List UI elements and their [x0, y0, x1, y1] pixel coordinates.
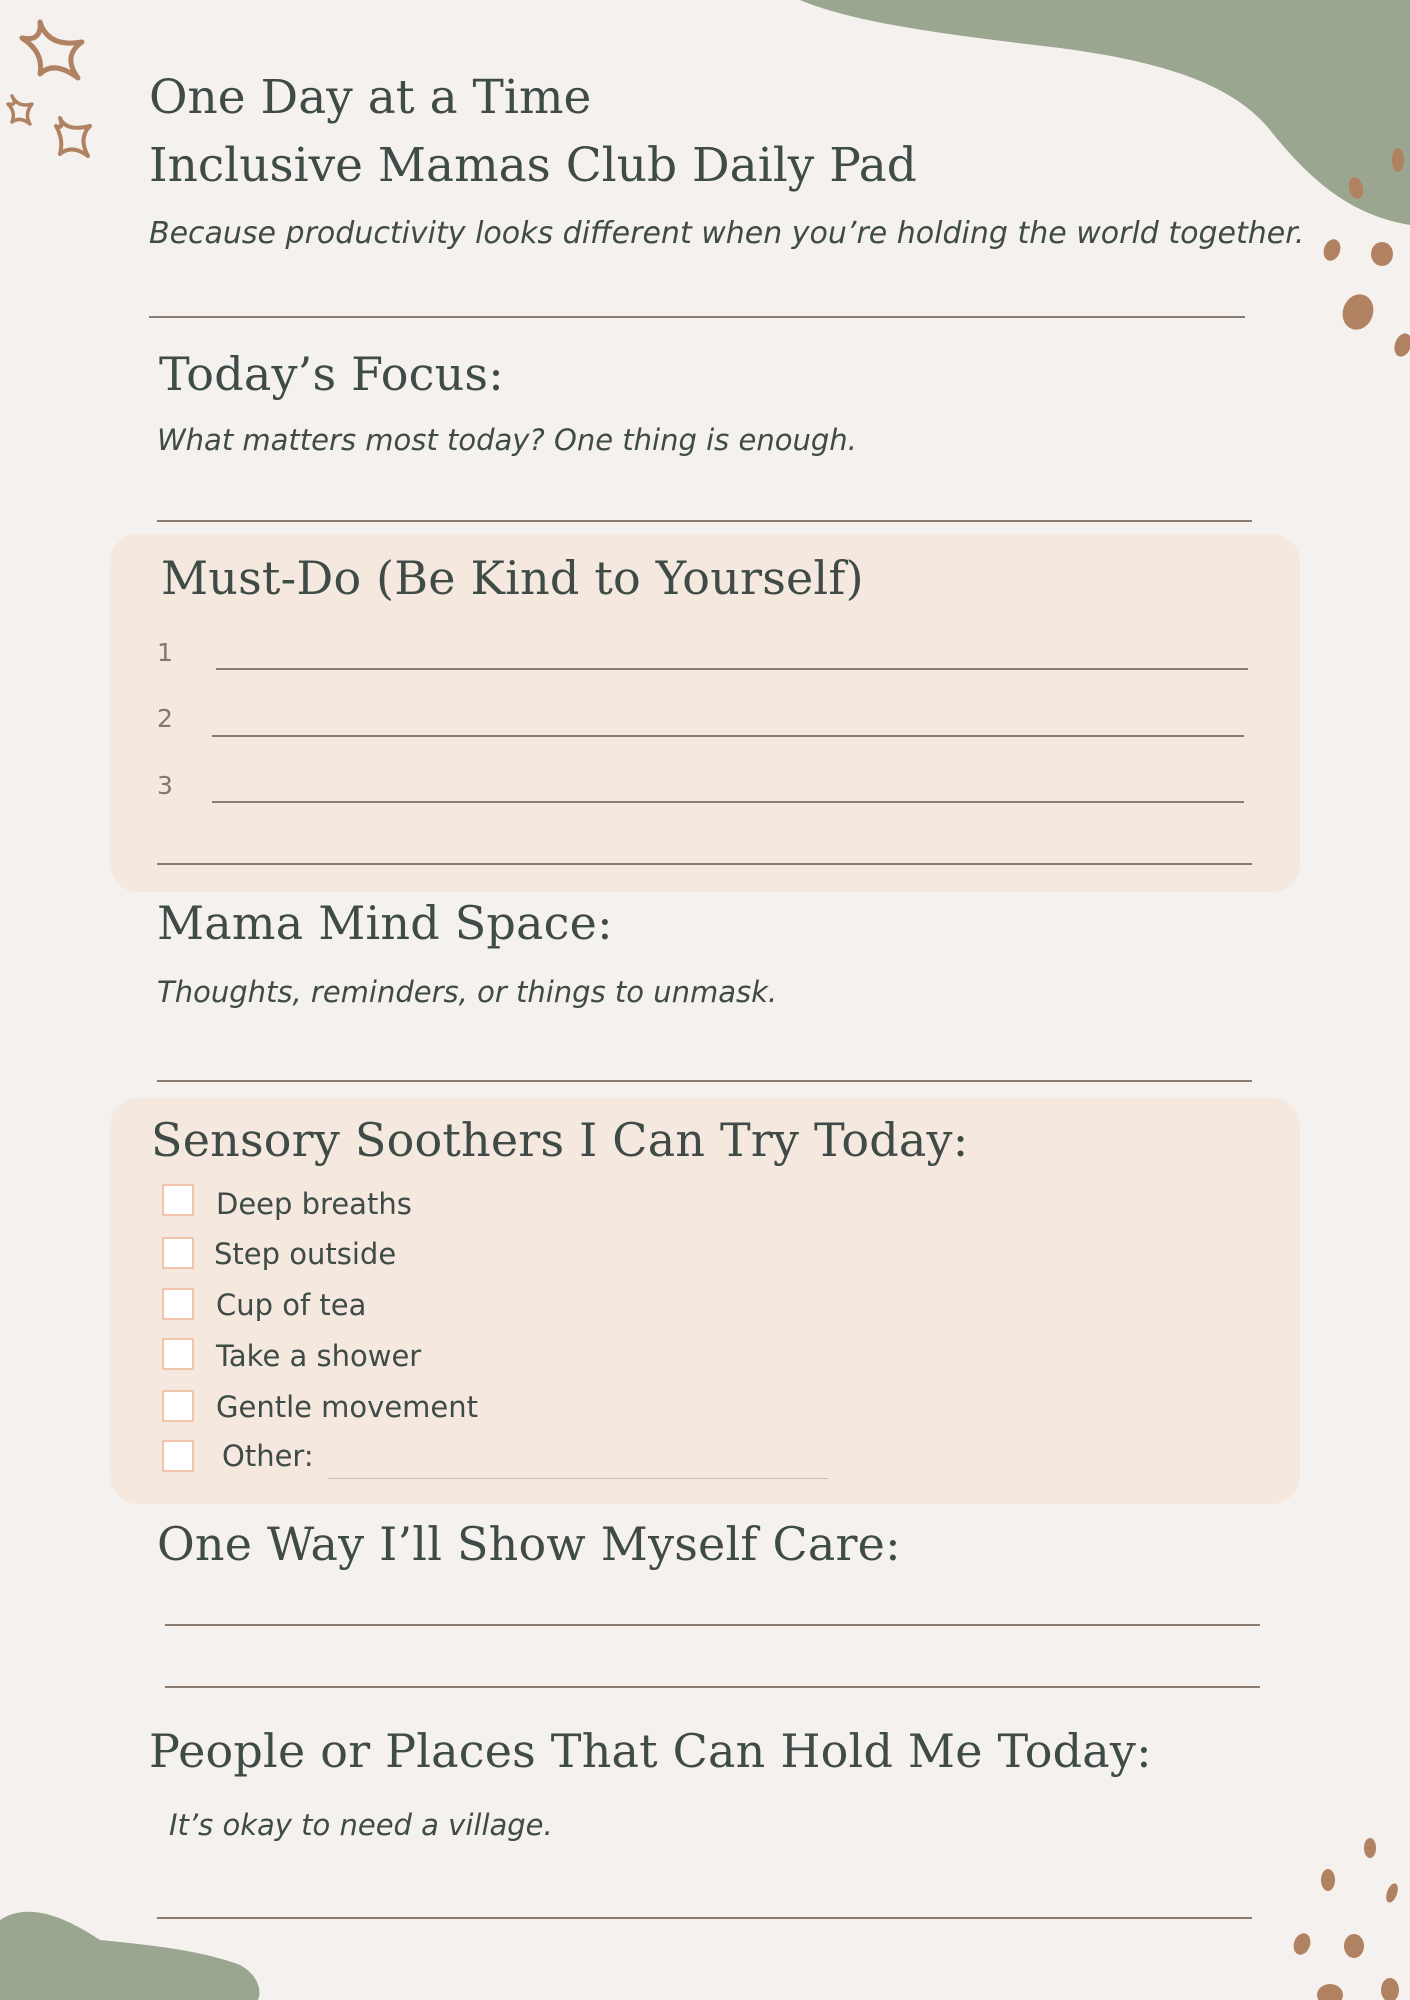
checkbox-cup-of-tea[interactable] [162, 1288, 194, 1320]
option-step-outside: Step outside [214, 1237, 397, 1271]
checkbox-other[interactable] [162, 1440, 194, 1472]
mind-space-prompt: Thoughts, reminders, or things to unmask. [157, 975, 778, 1009]
dots-bottom-right [1291, 1838, 1400, 2000]
soothers-heading: Sensory Soothers I Can Try Today: [151, 1113, 969, 1167]
option-take-a-shower: Take a shower [216, 1339, 422, 1373]
must-do-line-2[interactable] [212, 735, 1244, 737]
checkbox-step-outside[interactable] [162, 1237, 194, 1269]
mind-space-heading: Mama Mind Space: [157, 896, 613, 950]
other-write-in-line[interactable] [328, 1478, 828, 1479]
option-cup-of-tea: Cup of tea [216, 1288, 367, 1322]
checkbox-gentle-movement[interactable] [162, 1390, 194, 1422]
must-do-heading: Must-Do (Be Kind to Yourself) [161, 551, 864, 605]
village-heading: People or Places That Can Hold Me Today: [149, 1724, 1152, 1778]
must-do-line-3[interactable] [212, 801, 1244, 803]
sparkle-icon-large [22, 22, 82, 78]
self-care-line-2[interactable] [165, 1686, 1260, 1688]
village-prompt: It’s okay to need a village. [169, 1808, 553, 1842]
title-line-2: Inclusive Mamas Club Daily Pad [149, 138, 917, 193]
must-do-line-extra[interactable] [157, 863, 1252, 865]
title-line-1: One Day at a Time [149, 70, 592, 125]
must-do-number-2: 2 [157, 704, 173, 733]
focus-answer-line[interactable] [157, 520, 1252, 522]
mind-space-answer-line[interactable] [157, 1080, 1252, 1082]
village-answer-line[interactable] [157, 1917, 1252, 1919]
self-care-heading: One Way I’ll Show Myself Care: [157, 1517, 901, 1571]
tagline: Because productivity looks different when you’re holding the world together. [149, 216, 1305, 251]
sage-blob-bottom-left [0, 1912, 259, 2000]
checkbox-deep-breaths[interactable] [162, 1184, 194, 1216]
must-do-number-3: 3 [157, 771, 173, 800]
option-deep-breaths: Deep breaths [216, 1187, 412, 1221]
sparkle-icon-medium [56, 118, 90, 156]
must-do-line-1[interactable] [216, 668, 1248, 670]
must-do-number-1: 1 [157, 638, 173, 667]
page-title [149, 70, 917, 194]
option-other: Other: [222, 1439, 314, 1473]
header-divider [149, 316, 1245, 318]
self-care-line-1[interactable] [165, 1624, 1260, 1626]
checkbox-take-a-shower[interactable] [162, 1338, 194, 1370]
option-gentle-movement: Gentle movement [216, 1390, 479, 1424]
focus-prompt: What matters most today? One thing is enough. [157, 423, 857, 457]
focus-heading: Today’s Focus: [159, 347, 504, 401]
sparkle-icon-small [8, 96, 32, 124]
